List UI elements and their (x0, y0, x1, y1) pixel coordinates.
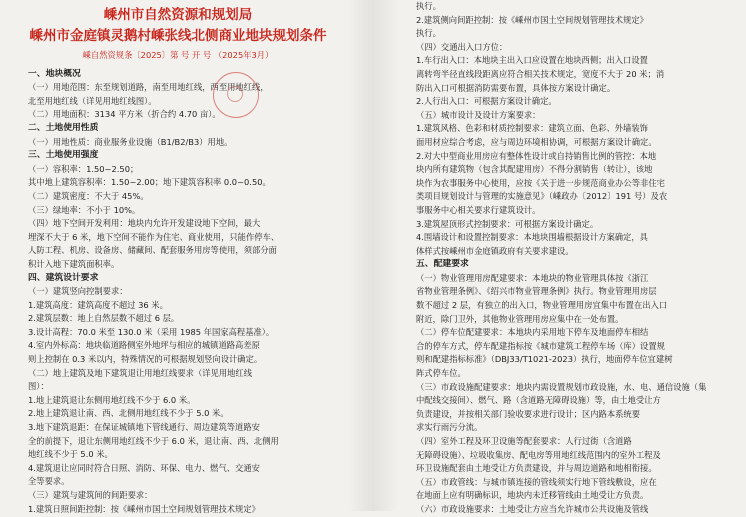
paragraph-line: 面用材应综合考虑，应与周边环境相协调，可根据方案设计确定。 (416, 136, 657, 147)
paragraph-line: （二）用地面积：3134 平方米（折合约 4.70 亩）。 (28, 109, 221, 120)
paragraph-line: （三）建筑与建筑间的间距要求： (28, 490, 153, 500)
paragraph-line: 1.车行出入口：本地块主出入口应设置在地块西侧；出入口设置 (416, 55, 648, 66)
paragraph-line: 附近，除门卫外，其他物业管理用房应集中在一处布置。 (416, 313, 624, 324)
paragraph-line: 1.建筑风格、色彩和材质控制要求：建筑立面、色彩、外墙装饰 (416, 123, 648, 134)
paragraph-line: （一）用地性质：商业服务业设施（B1/B2/B3）用地。 (28, 136, 233, 147)
paragraph-line: （一）建筑竖向控制要求： (28, 286, 128, 297)
paragraph-line: 3.地下建筑退距：在保证城镇地下管线通行、周边建筑等道路安 (28, 422, 260, 433)
paragraph-line: 4.围墙设计和设置控制要求：本地块围墙根据设计方案确定，具 (416, 232, 648, 243)
paragraph-line: （六）市政设施要求：土地受让方应当允许城市公共设施及管线 (416, 503, 649, 514)
paragraph-line: 合的停车方式，停车配建指标按《城市建筑工程停车场（库）设置规 (416, 340, 665, 351)
left-body (28, 68, 328, 517)
paragraph-line: （四）室外工程及环卫设施等配套要求：人行过街（含道路 (416, 436, 632, 446)
paragraph-line: （四）地下空间开发利用：地块内允许开发建设地下空间，最大 (28, 218, 261, 229)
paragraph-line: 数不超过 2 层，有独立的出入口，物业管理用房宜集中布置在出入口 (416, 300, 668, 311)
paragraph-line: 2.建筑侧向间距控制：按《嵊州市国土空间规划管理技术规定》 (416, 14, 648, 25)
paragraph-line: （三）市政设施配建要求：地块内需设置规划市政设施，水、电、通信设施（集 (416, 381, 707, 392)
paragraph-line: 执行。 (416, 1, 441, 11)
issuing-organization: 嵊州市自然资源和规划局 (103, 7, 253, 23)
paragraph-line: 全的前提下，退让东侧用地红线不少于 6.0 米，退让南、西、北侧用 (28, 435, 279, 446)
page-gutter (348, 0, 398, 511)
paragraph-line: 中配线交接间）、燃气、路（含道路无障碍设施）等，由土地受让方 (416, 395, 661, 406)
paragraph-line: 体样式按嵊州市金庭镇政府有关要求建设。 (416, 245, 574, 256)
paragraph-line: 1.建筑日照间距控制：按《嵊州市国土空间规划管理技术规定》 (28, 503, 260, 514)
paragraph-line: 其中地上建筑容积率：1.50~2.00；地下建筑容积率 0.0~0.50。 (28, 177, 271, 188)
paragraph-line: 全等要求。 (28, 476, 70, 487)
paragraph-line: 3.设计高程：70.0 米至 130.0 米（采用 1985 年国家高程基准）。 (28, 326, 275, 337)
document-number: 嵊自然资规条〔2025〕第 号 开 号 （2025年3月） (82, 50, 274, 60)
paragraph-line: 事服务中心相关要求行建筑设计。 (416, 204, 541, 215)
paragraph-line: 块作为农事服务中心使用，应按《关于进一步规范商业办公等非住宅 (416, 177, 665, 188)
paragraph-line: （二）停车位配建要求：本地块内采用地下停车及地面停车相结 (416, 327, 649, 338)
section-heading: 一、地块概况 (28, 68, 81, 79)
paragraph-line: 类项目规划设计与管理的实施意见》（嵊政办〔2012〕191 号）及农 (416, 191, 668, 202)
paragraph-line: （一）容积率：1.50~2.50； (28, 163, 139, 174)
paragraph-line: 3.建筑屋顶形式控制要求：可根据方案设计确定。 (416, 218, 599, 229)
section-heading: 四、建筑设计要求 (28, 272, 99, 283)
paragraph-line: 埋深不大于 6 米，地下空间不能作为住宅、商业使用，只能作停车、 (28, 231, 280, 242)
paragraph-line: 1.建筑高度：建筑高度不超过 36 米。 (28, 299, 168, 310)
paragraph-line: 在地面上应有明确标识，地块内未迁移管线由土地受让方负责。 (416, 490, 649, 501)
paragraph-line: （二）建筑密度：不大于 45%。 (28, 190, 149, 201)
document-title: 嵊州市金庭镇灵鹅村嵊张线北侧商业地块规划条件 (29, 28, 327, 44)
paragraph-line: 块内所有建筑物（包含其配建用房）不得分割销售（转让），该地 (416, 164, 653, 175)
paragraph-line: 1.地上建筑退让东侧用地红线不少于 6.0 米。 (28, 394, 196, 405)
paragraph-line: （四）交通出入口方位： (416, 41, 508, 52)
paragraph-line: 2.建筑层数：地上自然层数不超过 6 层。 (28, 313, 180, 324)
paragraph-line: （三）绿地率：不小于 10%。 (28, 204, 141, 215)
paragraph-line: 阵式停车位。 (416, 368, 466, 379)
paragraph-line: 2.对大中型商业用房应有整体性设计或自持销售比例的管控：本地 (416, 150, 657, 161)
paragraph-line: 则上控制在 0.3 米以内，特殊情况的可根据规划竖向设计确定。 (28, 354, 263, 365)
right-column (416, 0, 726, 517)
paragraph-line: （二）地上建筑及地下建筑退让用地红线要求（详见用地红线 (28, 367, 253, 378)
paragraph-line: 积计入地下建筑面积率。 (28, 258, 120, 269)
paragraph-line: 环卫设施配套由土地受让方负责建设，并与周边道路和地相衔接。 (416, 463, 657, 474)
paragraph-line: 执行。 (416, 28, 441, 39)
paragraph-line: （五）市政管线：与城市镇连接的管线须实行地下管线敷设，应在 (416, 476, 657, 487)
section-heading: 二、土地使用性质 (28, 122, 99, 133)
paragraph-line: 无障碍设施）、垃圾收集房、配电房等用地红线范围内的室外工程及 (416, 449, 661, 460)
right-body (416, 0, 726, 517)
paragraph-line: 省物业管理条例》、《绍兴市物业管理条例》执行。物业管理用房层 (416, 286, 657, 297)
paragraph-line: 2.地上建筑退让南、西、北侧用地红线不少于 5.0 米。 (28, 408, 229, 419)
paragraph-line: 4.建筑退让应同时符合日照、消防、环保、电力、燃气、交通安 (28, 462, 260, 473)
paragraph-line: 负责建设，并按相关部门验收要求进行设计；区内路本系统要 (416, 408, 641, 419)
paragraph-line: （五）城市设计及设计方案要求： (416, 109, 541, 120)
paragraph-line: （一）用地范围：东至规划道路，南至用地红线，西至用地红线， (28, 82, 269, 93)
paragraph-line: 图）： (28, 381, 49, 392)
paragraph-line: （一）物业管理用房配建要求：本地块的物业管理具体按《浙江 (416, 272, 649, 283)
paragraph-line: 离转弯半径直线段距离应符合相关技术规定，宽度不大于 20 米；消 (416, 68, 665, 79)
paragraph-line: 人防工程、机房、设备房、储藏间、配套服务用房等使用，须部分面 (28, 245, 277, 256)
paragraph-line: 求实行雨污分流。 (416, 422, 483, 433)
paragraph-line: 地红线不少于 5.0 米。 (28, 449, 113, 460)
paragraph-line: 4.室内外标高：地块临道路侧室外地坪与相应的城镇道路高差原 (28, 340, 260, 351)
paragraph-line: 则和配建指标标准》（DBJ33/T1021-2023）执行，地面停车位宜建树 (416, 354, 673, 365)
paragraph-line: 2.人行出入口：可根据方案设计确定。 (416, 96, 557, 107)
paragraph-line: 防出入口可根据消防需要布置，具体按方案设计确定。 (416, 82, 616, 93)
left-column (28, 0, 328, 516)
section-heading: 五、配建要求 (416, 259, 469, 270)
official-seal (213, 72, 259, 118)
paragraph-line: 北至用地红线（详见用地红线图）。 (28, 95, 157, 106)
section-heading: 三、土地使用强度 (28, 150, 99, 161)
